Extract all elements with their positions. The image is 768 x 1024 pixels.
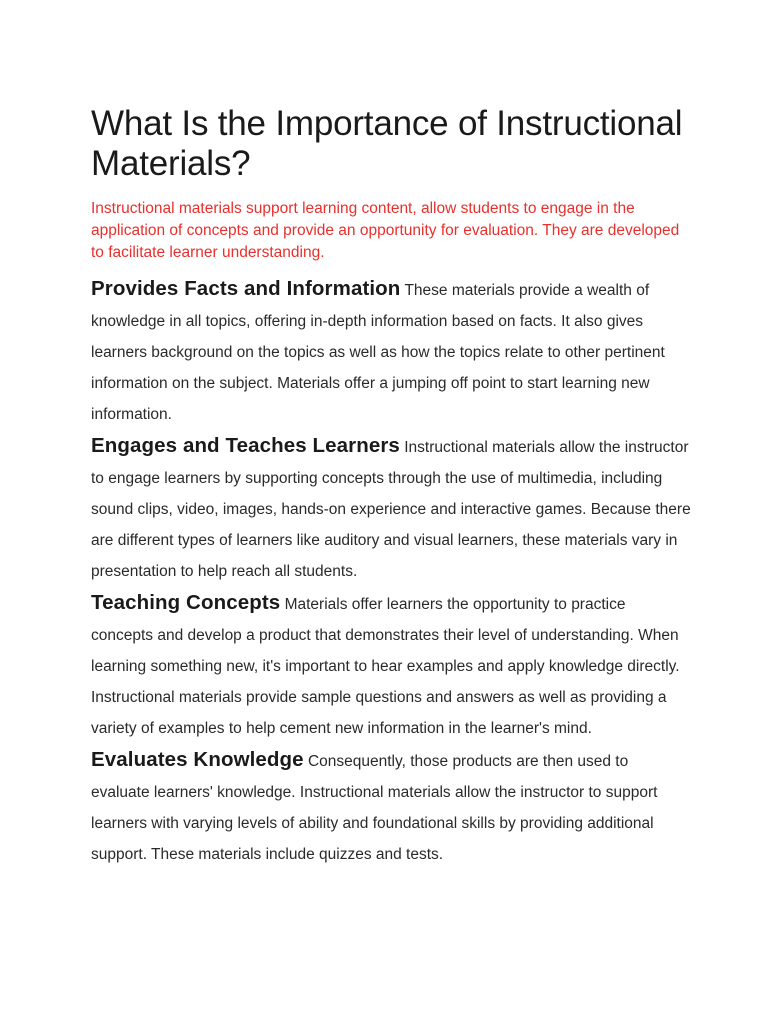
intro-summary: Instructional materials support learning content, allow students to engage in the application of concepts and provide an opportunity for evaluation. They are developed to facilitate learner understanding. — [91, 200, 680, 261]
section-engages — [91, 430, 691, 587]
document-page — [91, 104, 691, 870]
section-heading: Evaluates Knowledge — [91, 748, 304, 771]
section-body: Consequently, those products are then used to evaluate learners' knowledge. Instructional materials allow the instructor to support learners with varying levels of ability and foundational skills by providing additional support. These materials include quizzes and tests. — [91, 753, 658, 863]
section-concepts — [91, 587, 691, 744]
section-heading: Teaching Concepts — [91, 591, 281, 614]
section-body: These materials provide a wealth of knowledge in all topics, offering in-depth information based on facts. It also gives learners background on the topics as well as how the topics relate to other pertinent information on the subject. Materials offer a jumping off point to start learning new information. — [91, 282, 665, 423]
page-title: What Is the Importance of Instructional Materials? — [91, 104, 683, 183]
section-body: Materials offer learners the opportunity to practice concepts and develop a product that demonstrates their level of understanding. When learning something new, it's important to hear examples and apply knowledge directly. Instructional materials provide sample questions and answers as well as providing a variety of examples to help cement new information in the learner's mind. — [91, 596, 680, 737]
section-heading: Provides Facts and Information — [91, 277, 401, 300]
section-body: Instructional materials allow the instructor to engage learners by supporting concepts through the use of multimedia, including sound clips, video, images, hands-on experience and interactive games. Because there are different types of learners like auditory and visual learners, these materials vary in presentation to help reach all students. — [91, 439, 691, 580]
section-heading: Engages and Teaches Learners — [91, 434, 400, 457]
section-facts — [91, 273, 691, 430]
section-evaluates — [91, 744, 691, 870]
